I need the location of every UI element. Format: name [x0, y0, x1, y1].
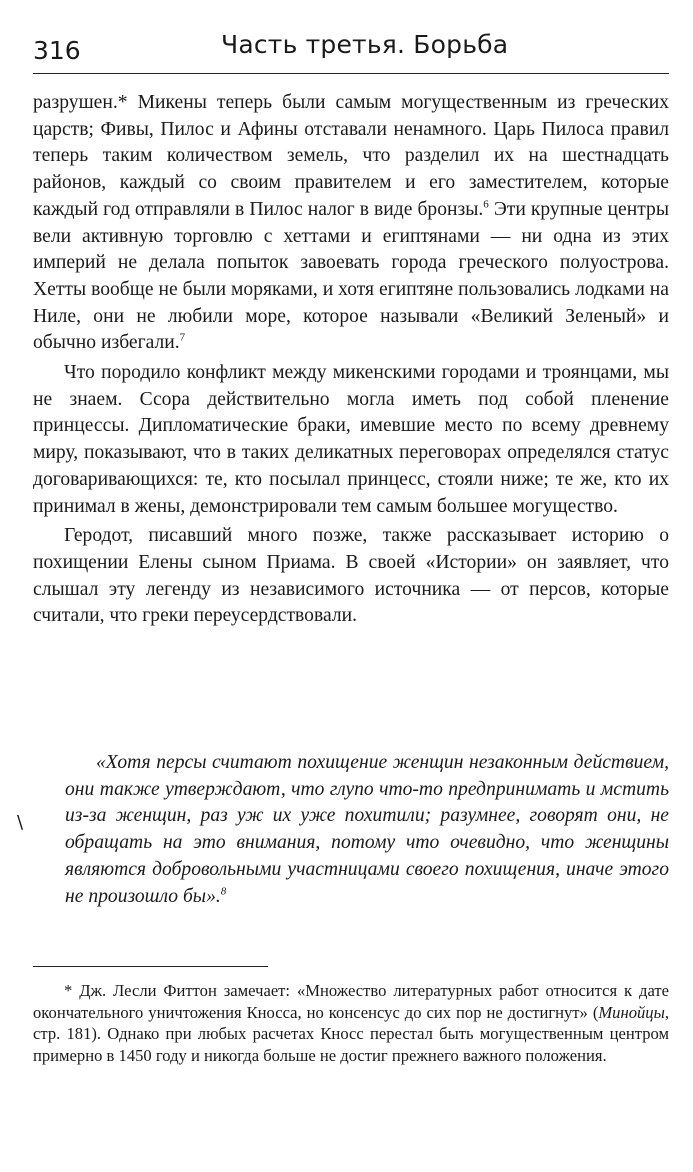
quote-text-wrap [65, 750, 669, 910]
paragraph-3: Геродот, писавший много позже, также рассказывает историю о похищении Елены сыном Приама. В своей «Истории» он заявляет, что слышал эту легенду из независимого источника — от персов, которые считали, что греки переусердствовали. [33, 525, 669, 627]
footnote-text-b: , стр. 181). Однако при любых расчетах Кносс перестал быть могущественным центром примерно в 1450 году и никогда больше не достиг прежнего важного положения. [33, 1002, 669, 1066]
footnote-ref-6: 6 [483, 198, 489, 211]
footnote-ref-7: 7 [179, 331, 186, 344]
paragraph-1 [33, 90, 669, 357]
body-text [33, 90, 669, 630]
paragraph-1-text-b: Эти крупные центры вели активную торговлю с хеттами и египтянами — ни одна из этих империй не делала попыток завоевать города греческого полуострова. Хетты вообще не были моряками, и хотя египтяне пользовались лодками на Ниле, они не любили море, которое называли «Великий Зеленый» и обычно избегали. [33, 198, 669, 354]
paragraph-2: Что породило конфликт между микенскими городами и троянцами, мы не знаем. Ссора действительно могла иметь под собой пленение принцессы. Дипломатические браки, имевшие место по всему древнему миру, показывают, что в таких деликатных переговорах определялся статус договаривающихся: те, кто посылал принцесс, стояли ниже; те же, кто их принимал в жены, демонстрировали тем самым большее могущество. [33, 362, 669, 517]
margin-mark: \ [17, 812, 24, 833]
running-title: Часть третья. Борьба [221, 30, 509, 59]
footnote-ref-8: 8 [220, 884, 227, 897]
footnote-rule [33, 966, 268, 967]
quote-text: «Хотя персы считают похищение женщин незаконным действием, они также утверждают, что глупо что-то предпринимать и мстить из-за женщин, раз уж их уже похитили; разумнее, говорят они, не обращать на это внимания, потому что очевидно, что женщины являются добровольными участницами своего похищения, иначе этого не произошло бы». [65, 752, 669, 907]
page-number: 316 [33, 36, 81, 65]
header-rule [33, 73, 669, 74]
footnote-book-title: Минойцы [598, 1002, 665, 1022]
paragraph-1-text-a: разрушен.* Микены теперь были самым могущественным из греческих царств; Фивы, Пилос и Афины отставали ненамного. Царь Пилоса правил теперь таким количеством земель, что разделил их на шестнадцать районов, каждый со своим правителем и его заместителем, которые каждый год отправляли в Пилос налог в виде бронзы. [33, 92, 669, 220]
page-header [33, 28, 669, 72]
block-quote [65, 750, 669, 910]
footnote [33, 980, 669, 1067]
footnote-text-a: * Дж. Лесли Фиттон замечает: «Множество литературных работ относится к дате окончательного уничтожения Кносса, но консенсус до сих пор не достигнут» ( [33, 981, 669, 1022]
